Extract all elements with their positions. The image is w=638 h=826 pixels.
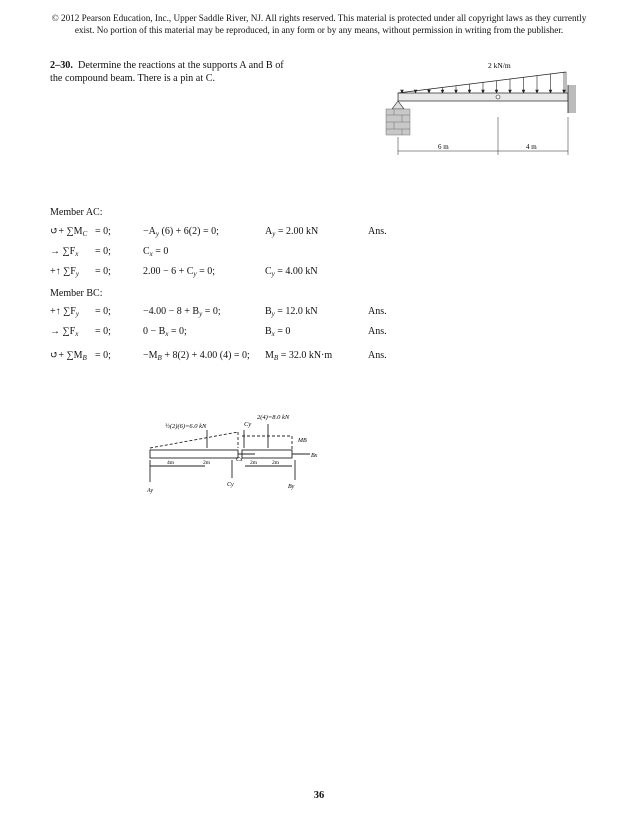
equation-eq-4: = 0;: [95, 326, 111, 337]
copyright-notice: [0, 12, 638, 36]
load-arrow-head: [522, 90, 525, 93]
answer-marker-4: Ans.: [368, 326, 387, 337]
pin-c: [496, 95, 500, 99]
equation-sum-0: ↺+ $\sum M_C$: [50, 226, 88, 238]
dim-right: 4 m: [526, 143, 537, 151]
dimension-lines: [398, 117, 568, 155]
load-arrow-head: [563, 90, 566, 93]
problem-text-line-2: the compound beam. There is a pin at C.: [50, 73, 216, 84]
equation-sum-2: +↑ $\sum F_y$: [50, 266, 79, 278]
equation-eq-5: = 0;: [95, 350, 111, 361]
load-label: 2 kN/m: [488, 61, 511, 70]
equation-work-0: $-A_y$ (6) + 6(2) = 0;: [143, 226, 219, 238]
wall-b: [568, 85, 576, 113]
answer-marker-0: Ans.: [368, 226, 387, 237]
sketch-load-left: ½(2)(6)=6.0 kN: [165, 423, 207, 430]
masonry-block: [386, 109, 410, 135]
sketch-dim-2m-b: 2m: [250, 460, 258, 466]
equation-sum-4: → $\sum F_x$: [50, 326, 79, 338]
sketch-label-cy: Cy: [244, 421, 252, 428]
sketch-dim-2m-c: 2m: [272, 460, 280, 466]
equation-work-3: $-4.00 - 8 + B_y = 0$;: [143, 306, 221, 318]
load-arrow-head: [468, 90, 471, 93]
sketch-load-triangle: [150, 432, 238, 448]
equation-eq-2: = 0;: [95, 266, 111, 277]
answer-marker-5: Ans.: [368, 350, 387, 361]
sketch-label-mb: MB: [298, 438, 307, 444]
load-arrow-head: [441, 90, 444, 93]
equation-result-5: $M_B = 32.0$ kN·m: [265, 350, 333, 362]
problem-statement: [50, 59, 340, 85]
load-arrow-head: [414, 90, 417, 93]
problem-number: 2–30.: [50, 60, 73, 71]
equation-work-1: $C_x = 0$: [143, 246, 169, 258]
equation-result-2: $C_y = 4.00$ kN: [265, 266, 318, 278]
equation-sum-5: ↺+ $\sum M_B$: [50, 350, 87, 362]
sketch-label-ay: Ay: [147, 488, 153, 494]
member-bc-heading: Member BC:: [50, 288, 103, 299]
free-body-sketch: [145, 410, 335, 500]
load-arrow-head: [428, 90, 431, 93]
sketch-label-cx: Cx: [236, 457, 243, 463]
equation-eq-1: = 0;: [95, 246, 111, 257]
sketch-label-cy-bottom: Cy: [227, 482, 234, 488]
sketch-member-ac: [150, 450, 238, 458]
equation-eq-3: = 0;: [95, 306, 111, 317]
equation-result-3: $B_y = 12.0$ kN: [265, 306, 318, 318]
sketch-load-right: 2(4)=8.0 kN: [257, 414, 290, 421]
support-a: [392, 101, 404, 109]
load-arrow-head: [536, 90, 539, 93]
equation-work-4: $0 - B_x = 0$;: [143, 326, 187, 338]
load-arrow-head: [495, 90, 498, 93]
equation-eq-0: = 0;: [95, 226, 111, 237]
equation-result-4: $B_x = 0$: [265, 326, 291, 338]
copyright-line-2: exist. No portion of this material may be reproduced, in any form or by any means, without permission in writing from the publisher.: [74, 25, 564, 35]
equation-work-2: $2.00 - 6 + C_y = 0$;: [143, 266, 215, 278]
equation-result-0: $A_y = 2.00$ kN: [265, 226, 319, 238]
load-arrow-head: [549, 90, 552, 93]
load-arrow-head: [482, 90, 485, 93]
equation-sum-3: +↑ $\sum F_y$: [50, 306, 79, 318]
answer-marker-3: Ans.: [368, 306, 387, 317]
member-ac-heading: Member AC:: [50, 207, 103, 218]
dim-left: 6 m: [438, 143, 449, 151]
equation-sum-1: → $\sum F_x$: [50, 246, 79, 258]
beam-figure: [378, 55, 588, 160]
problem-text-line-1: Determine the reactions at the supports A and B of: [78, 60, 284, 71]
load-arrow-head: [509, 90, 512, 93]
sketch-label-bx: Bx: [311, 453, 318, 459]
equation-work-5: $-M_B + 8(2) + 4.00$ (4) = 0;: [143, 350, 250, 362]
copyright-line-1: © 2012 Pearson Education, Inc., Upper Saddle River, NJ. All rights reserved. This material is protected under all copyright laws as they currently: [51, 13, 587, 23]
page-number: 36: [313, 790, 325, 801]
load-arrow-head: [455, 90, 458, 93]
beam: [398, 93, 568, 101]
sketch-dim-4m: 4m: [167, 460, 175, 466]
sketch-label-by: By: [288, 484, 295, 490]
sketch-dim-2m: 2m: [203, 460, 211, 466]
